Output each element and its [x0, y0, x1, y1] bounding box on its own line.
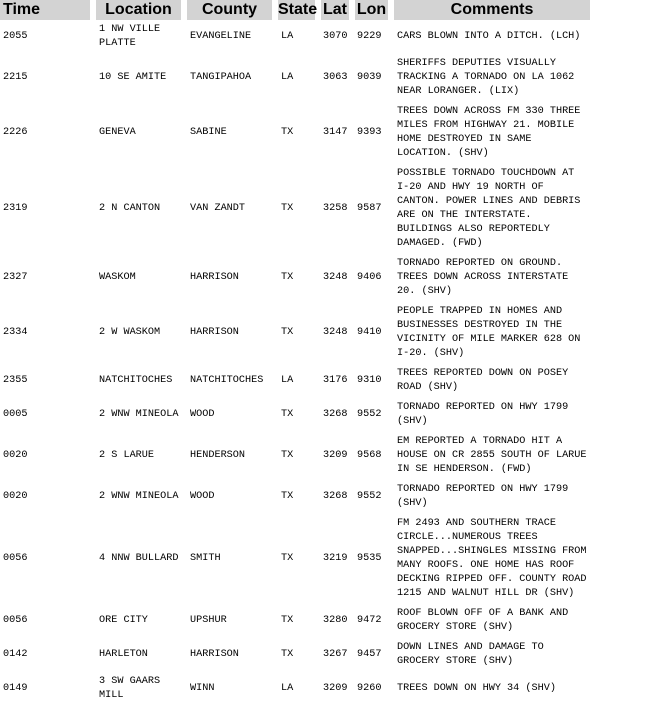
cell-state: TX: [281, 553, 294, 564]
cell-state: TX: [281, 615, 294, 626]
cell-lon: 9310: [357, 375, 382, 386]
header-location: Location: [96, 0, 187, 20]
cell-lon: 9260: [357, 683, 382, 694]
table-row: [0, 514, 590, 604]
cell-location: 1 NW VILLE PLATTE: [99, 24, 161, 49]
cell-lat: 3209: [323, 683, 348, 694]
cell-county: SABINE: [190, 127, 227, 138]
cell-state: TX: [281, 127, 294, 138]
cell-lat: 3268: [323, 409, 348, 420]
cell-time: 0056: [3, 553, 28, 564]
table-row: [0, 54, 590, 102]
cell-location: 2 S LARUE: [99, 450, 155, 461]
cell-lon: 9410: [357, 327, 382, 338]
cell-lon: 9568: [357, 450, 382, 461]
cell-time: 2355: [3, 375, 28, 386]
cell-time: 0005: [3, 409, 28, 420]
cell-state: TX: [281, 409, 294, 420]
cell-location: 10 SE AMITE: [99, 72, 167, 83]
table-row: [0, 638, 590, 672]
cell-comments: TORNADO REPORTED ON HWY 1799 (SHV): [397, 484, 569, 509]
cell-lon: 9472: [357, 615, 382, 626]
table-row: [0, 20, 590, 54]
cell-comments: ROOF BLOWN OFF OF A BANK AND GROCERY STORE (SHV): [397, 608, 569, 633]
cell-lon: 9457: [357, 649, 382, 660]
cell-county: SMITH: [190, 553, 221, 564]
table-row: [0, 164, 590, 254]
table-row: [0, 432, 590, 480]
cell-county: TANGIPAHOA: [190, 72, 252, 83]
cell-location: 2 N CANTON: [99, 203, 161, 214]
cell-location: NATCHITOCHES: [99, 375, 173, 386]
cell-county: NATCHITOCHES: [190, 375, 264, 386]
table-row: [0, 604, 590, 638]
cell-lat: 3258: [323, 203, 348, 214]
cell-county: WOOD: [190, 491, 215, 502]
cell-comments: SHERIFFS DEPUTIES VISUALLY TRACKING A TORNADO ON LA 1062 NEAR LORANGER. (LIX): [397, 58, 575, 97]
header-state: State: [278, 0, 321, 20]
table-row: [0, 364, 590, 398]
cell-time: 0020: [3, 491, 28, 502]
cell-lon: 9535: [357, 553, 382, 564]
table-row: [0, 480, 590, 514]
cell-comments: DOWN LINES AND DAMAGE TO GROCERY STORE (SHV): [397, 642, 544, 667]
cell-location: WASKOM: [99, 272, 136, 283]
cell-time: 0149: [3, 683, 28, 694]
cell-county: HARRISON: [190, 327, 239, 338]
header-county: County: [187, 0, 278, 20]
cell-time: 2334: [3, 327, 28, 338]
cell-lat: 3209: [323, 450, 348, 461]
cell-lat: 3219: [323, 553, 348, 564]
header-comments: Comments: [394, 0, 590, 20]
cell-lat: 3280: [323, 615, 348, 626]
cell-state: TX: [281, 203, 294, 214]
cell-county: WOOD: [190, 409, 215, 420]
cell-lon: 9552: [357, 409, 382, 420]
cell-time: 0056: [3, 615, 28, 626]
cell-time: 2055: [3, 31, 28, 42]
cell-lon: 9393: [357, 127, 382, 138]
cell-lat: 3070: [323, 31, 348, 42]
cell-comments: EM REPORTED A TORNADO HIT A HOUSE ON CR 2855 SOUTH OF LARUE IN SE HENDERSON. (FWD): [397, 436, 587, 475]
cell-time: 2319: [3, 203, 28, 214]
cell-county: HARRISON: [190, 272, 239, 283]
cell-comments: TREES DOWN ACROSS FM 330 THREE MILES FROM HIGHWAY 21. MOBILE HOME DESTROYED IN SAME LOCATION. (SHV): [397, 106, 581, 159]
cell-time: 2226: [3, 127, 28, 138]
cell-comments: FM 2493 AND SOUTHERN TRACE CIRCLE...NUMEROUS TREES SNAPPED...SHINGLES MISSING FROM MANY ROOFS. ONE HOME HAS ROOF DECKING RIPPED OFF. COUNTY ROAD 1215 AND WALNUT HILL DR (SHV): [397, 518, 587, 599]
cell-lon: 9587: [357, 203, 382, 214]
cell-location: HARLETON: [99, 649, 148, 660]
cell-state: TX: [281, 649, 294, 660]
cell-comments: TREES DOWN ON HWY 34 (SHV): [397, 683, 556, 694]
cell-lat: 3248: [323, 272, 348, 283]
table-row: [0, 672, 590, 706]
table-header: [0, 0, 590, 20]
cell-county: UPSHUR: [190, 615, 227, 626]
cell-state: LA: [281, 31, 294, 42]
cell-lon: 9229: [357, 31, 382, 42]
cell-comments: CARS BLOWN INTO A DITCH. (LCH): [397, 31, 581, 42]
cell-county: WINN: [190, 683, 215, 694]
cell-lat: 3176: [323, 375, 348, 386]
cell-location: ORE CITY: [99, 615, 148, 626]
cell-state: LA: [281, 683, 294, 694]
cell-county: VAN ZANDT: [190, 203, 246, 214]
cell-state: LA: [281, 72, 294, 83]
cell-comments: TREES REPORTED DOWN ON POSEY ROAD (SHV): [397, 368, 569, 393]
cell-time: 0142: [3, 649, 28, 660]
cell-state: TX: [281, 450, 294, 461]
cell-lon: 9552: [357, 491, 382, 502]
table-row: [0, 254, 590, 302]
cell-comments: TORNADO REPORTED ON GROUND. TREES DOWN ACROSS INTERSTATE 20. (SHV): [397, 258, 569, 297]
cell-county: HENDERSON: [190, 450, 246, 461]
header-time: Time: [0, 0, 96, 20]
cell-location: 2 W WASKOM: [99, 327, 161, 338]
cell-location: 2 WNW MINEOLA: [99, 409, 179, 420]
cell-location: 4 NNW BULLARD: [99, 553, 179, 564]
cell-state: TX: [281, 491, 294, 502]
cell-state: LA: [281, 375, 294, 386]
table-body: [0, 20, 590, 706]
cell-time: 0020: [3, 450, 28, 461]
cell-county: HARRISON: [190, 649, 239, 660]
cell-lat: 3147: [323, 127, 348, 138]
cell-state: TX: [281, 272, 294, 283]
cell-comments: PEOPLE TRAPPED IN HOMES AND BUSINESSES DESTROYED IN THE VICINITY OF MILE MARKER 628 ON I-20. (SHV): [397, 306, 581, 359]
cell-time: 2215: [3, 72, 28, 83]
table-row: [0, 102, 590, 164]
cell-lat: 3063: [323, 72, 348, 83]
cell-location: 3 SW GAARS MILL: [99, 676, 161, 701]
cell-location: 2 WNW MINEOLA: [99, 491, 179, 502]
header-lon: Lon: [355, 0, 394, 20]
cell-time: 2327: [3, 272, 28, 283]
cell-lat: 3248: [323, 327, 348, 338]
cell-lat: 3267: [323, 649, 348, 660]
cell-lat: 3268: [323, 491, 348, 502]
cell-lon: 9039: [357, 72, 382, 83]
header-lat: Lat: [321, 0, 355, 20]
table-row: [0, 398, 590, 432]
cell-county: EVANGELINE: [190, 31, 252, 42]
cell-state: TX: [281, 327, 294, 338]
cell-comments: TORNADO REPORTED ON HWY 1799 (SHV): [397, 402, 569, 427]
cell-comments: POSSIBLE TORNADO TOUCHDOWN AT I-20 AND HWY 19 NORTH OF CANTON. POWER LINES AND DEBRIS ARE ON THE INTERSTATE. BUILDINGS ALSO REPORTEDLY DAMAGED. (FWD): [397, 168, 581, 249]
cell-lon: 9406: [357, 272, 382, 283]
table-row: [0, 302, 590, 364]
cell-location: GENEVA: [99, 127, 136, 138]
